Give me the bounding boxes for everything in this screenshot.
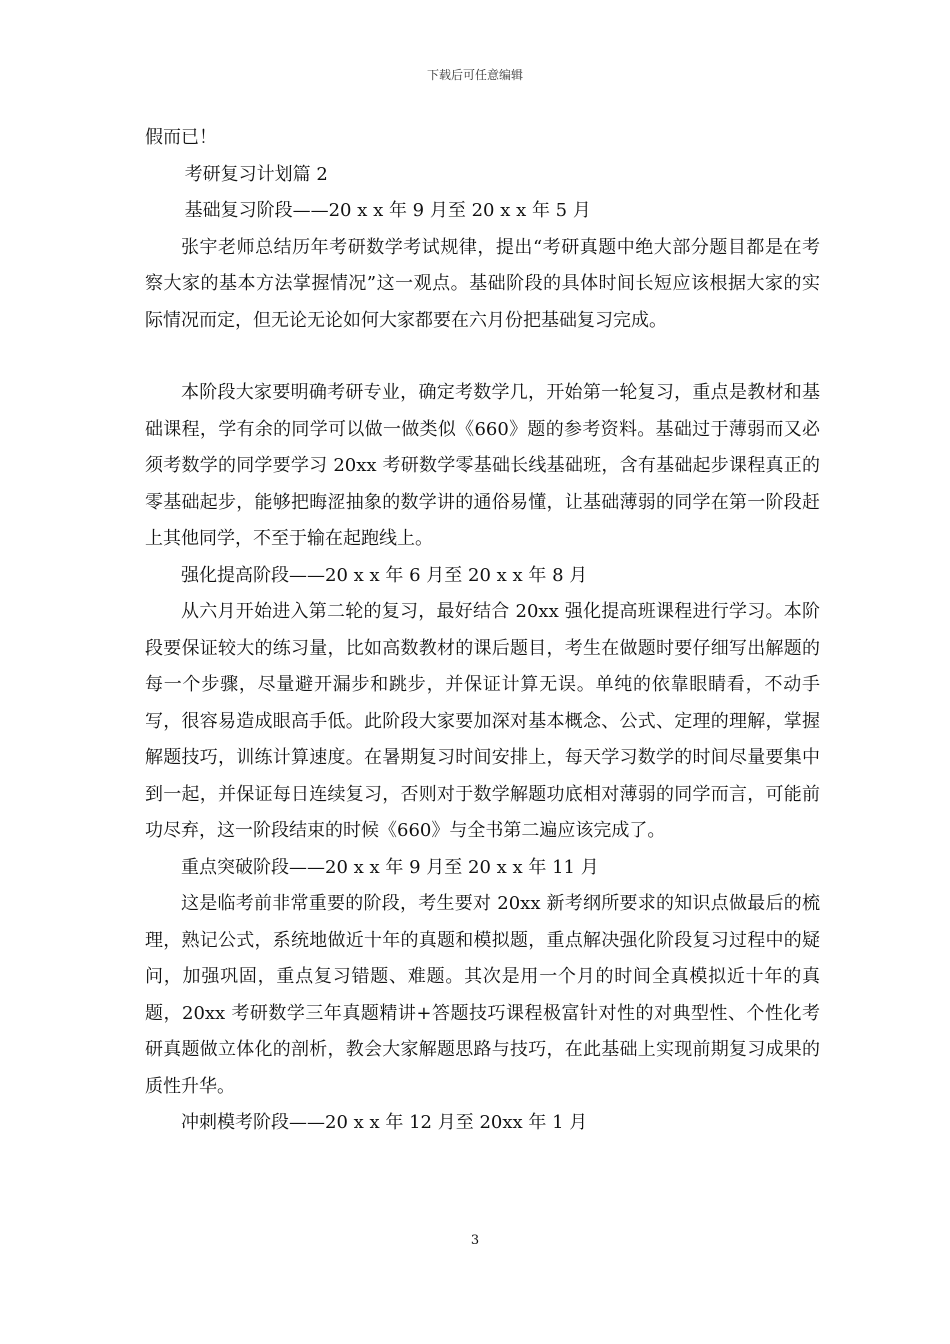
- stage-heading: 重点突破阶段——20 x x 年 9 月至 20 x x 年 11 月: [181, 856, 599, 878]
- section-title: 考研复习计划篇 2: [184, 163, 328, 185]
- paragraph: 这是临考前非常重要的阶段，考生要对 20xx 新考纲所要求的知识点做最后的梳理，熟记公式，系统地做近十年的真题和模拟题，重点解决强化阶段复习过程中的疑问，加强巩固，重点复习错题、难题。其次是用一个月的时间全真模拟近十年的真题，20xx 考研数学三年真题精讲+答题技巧课程极富针对性的对典型性、个性化考研真题做立体化的剖析，教会大家解题思路与技巧，在此基础上实现前期复习成果的质性升华。: [145, 893, 820, 1097]
- document-body: [145, 120, 820, 1142]
- paragraph: 本阶段大家要明确考研专业，确定考数学几，开始第一轮复习，重点是教材和基础课程，学有余的同学可以做一做类似《660》题的参考资料。基础过于薄弱而又必须考数学的同学要学习 20xx 考研数学零基础长线基础班，含有基础起步课程真正的零基础起步，能够把晦涩抽象的数学讲的通俗易懂，让基础薄弱的同学在第一阶段赶上其他同学，不至于输在起跑线上。: [145, 382, 820, 549]
- stage-heading: 基础复习阶段——20 x x 年 9 月至 20 x x 年 5 月: [184, 200, 591, 221]
- page-number: 3: [470, 1233, 480, 1248]
- stage-heading: 强化提高阶段——20 x x 年 6 月至 20 x x 年 8 月: [181, 564, 588, 586]
- stage-heading: 冲刺模考阶段——20 x x 年 12 月至 20xx 年 1 月: [181, 1112, 588, 1133]
- paragraph: 假而已！: [145, 127, 217, 148]
- page-header: 下载后可任意编辑: [426, 68, 523, 82]
- paragraph: 从六月开始进入第二轮的复习，最好结合 20xx 强化提高班课程进行学习。本阶段要保证较大的练习量，比如高数教材的课后题目，考生在做题时要仔细写出解题的每一个步骤，尽量避开漏步和跳步，并保证计算无误。单纯的依靠眼睛看，不动手写，很容易造成眼高手低。此阶段大家要加深对基本概念、公式、定理的理解，掌握解题技巧，训练计算速度。在暑期复习时间安排上，每天学习数学的时间尽量要集中到一起，并保证每日连续复习，否则对于数学解题功底相对薄弱的同学而言，可能前功尽弃，这一阶段结束的时候《660》与全书第二遍应该完成了。: [145, 601, 820, 841]
- blank-line: [145, 339, 820, 375]
- paragraph: 张宇老师总结历年考研数学考试规律，提出“考研真题中绝大部分题目都是在考察大家的基本方法掌握情况”这一观点。基础阶段的具体时间长短应该根据大家的实际情况而定，但无论无论如何大家都要在六月份把基础复习完成。: [145, 236, 820, 331]
